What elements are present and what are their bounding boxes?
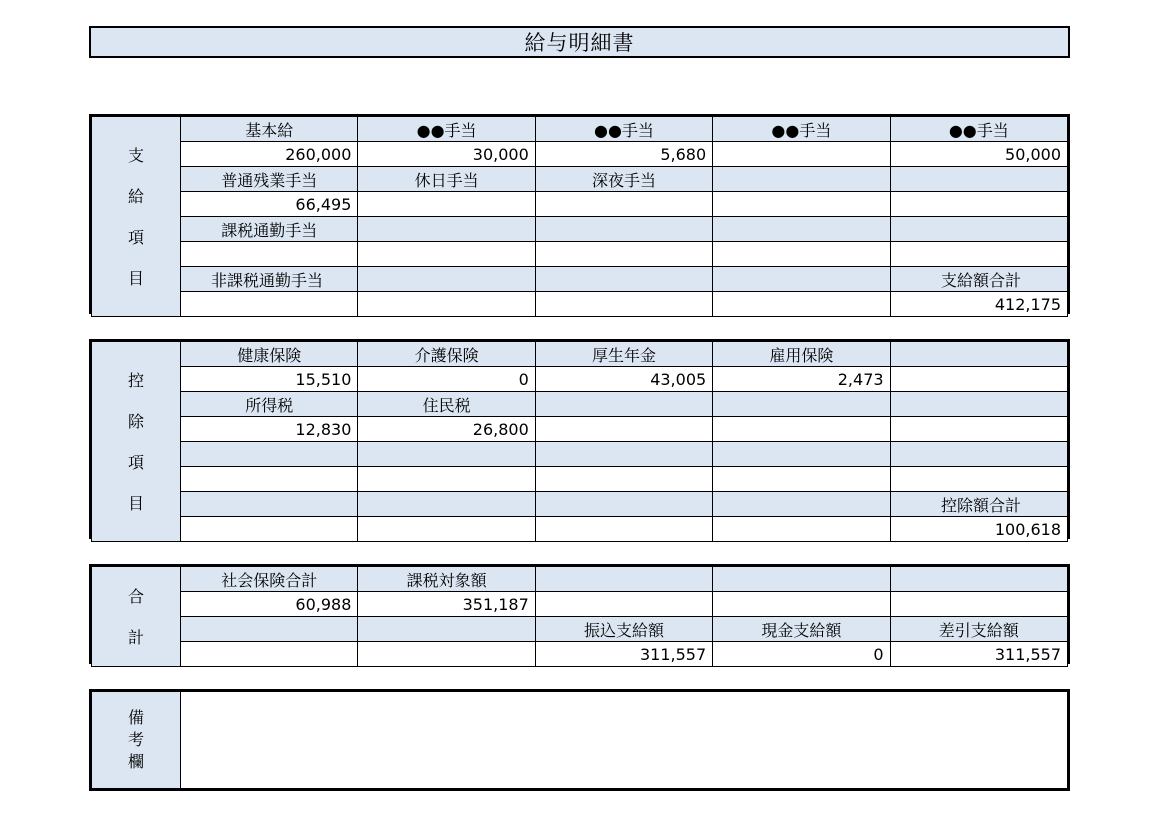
deductions-section xyxy=(89,339,1070,539)
item-label: 休日手当 xyxy=(358,167,535,192)
item-value xyxy=(181,242,358,267)
item-value xyxy=(181,467,358,492)
item-label xyxy=(358,492,535,517)
item-label xyxy=(181,617,358,642)
item-value: 260,000 xyxy=(181,142,358,167)
item-value xyxy=(713,142,890,167)
item-label xyxy=(535,267,712,292)
item-label: 厚生年金 xyxy=(535,342,712,367)
item-value: 50,000 xyxy=(890,142,1067,167)
item-label xyxy=(535,217,712,242)
payments-section xyxy=(89,114,1070,314)
item-label xyxy=(890,567,1067,592)
totals-table xyxy=(91,566,1068,667)
item-value xyxy=(713,517,890,542)
item-value xyxy=(181,292,358,317)
item-label: 普通残業手当 xyxy=(181,167,358,192)
item-value xyxy=(535,292,712,317)
item-label xyxy=(713,442,890,467)
item-value xyxy=(358,292,535,317)
remarks-table xyxy=(91,691,1068,789)
item-value: 60,988 xyxy=(181,592,358,617)
item-label xyxy=(358,617,535,642)
item-value xyxy=(358,242,535,267)
item-value: 43,005 xyxy=(535,367,712,392)
remarks-section xyxy=(89,689,1070,791)
item-label: 非課税通勤手当 xyxy=(181,267,358,292)
totals-section xyxy=(89,564,1070,664)
item-value xyxy=(535,192,712,217)
item-value xyxy=(535,592,712,617)
remarks-content[interactable] xyxy=(181,692,1068,789)
transfer-pay-value: 311,557 xyxy=(535,642,712,667)
item-value xyxy=(890,192,1067,217)
item-value xyxy=(358,192,535,217)
payment-total-label: 支給額合計 xyxy=(890,267,1067,292)
item-value xyxy=(535,467,712,492)
item-value xyxy=(358,467,535,492)
item-label xyxy=(358,267,535,292)
item-label xyxy=(890,442,1067,467)
item-label xyxy=(358,442,535,467)
item-label xyxy=(535,567,712,592)
item-label xyxy=(181,442,358,467)
item-value: 12,830 xyxy=(181,417,358,442)
item-value: 2,473 xyxy=(713,367,890,392)
item-value xyxy=(535,417,712,442)
payments-table xyxy=(91,116,1068,317)
item-value: 66,495 xyxy=(181,192,358,217)
item-value xyxy=(890,467,1067,492)
payment-total-value: 412,175 xyxy=(890,292,1067,317)
item-label xyxy=(713,492,890,517)
item-value xyxy=(535,242,712,267)
item-label: 住民税 xyxy=(358,392,535,417)
item-label xyxy=(890,392,1067,417)
item-value xyxy=(890,367,1067,392)
remarks-side-label: 備 考 欄 xyxy=(92,692,181,789)
item-label: ●●手当 xyxy=(358,117,535,142)
item-value xyxy=(713,242,890,267)
item-label: 介護保険 xyxy=(358,342,535,367)
item-label: 課税対象額 xyxy=(358,567,535,592)
net-pay-value: 311,557 xyxy=(890,642,1067,667)
item-value xyxy=(535,517,712,542)
item-label: 所得税 xyxy=(181,392,358,417)
item-value: 5,680 xyxy=(535,142,712,167)
item-value: 30,000 xyxy=(358,142,535,167)
item-value xyxy=(713,292,890,317)
item-label xyxy=(535,392,712,417)
item-label xyxy=(358,217,535,242)
item-label: 基本給 xyxy=(181,117,358,142)
item-value xyxy=(890,592,1067,617)
item-value xyxy=(713,417,890,442)
item-label xyxy=(713,217,890,242)
item-value xyxy=(713,592,890,617)
deduction-total-label: 控除額合計 xyxy=(890,492,1067,517)
item-label xyxy=(713,167,890,192)
item-label: 健康保険 xyxy=(181,342,358,367)
deductions-side-label: 控 除 項 目 xyxy=(92,342,181,542)
item-label xyxy=(713,267,890,292)
item-label xyxy=(535,492,712,517)
cash-pay-label: 現金支給額 xyxy=(713,617,890,642)
item-value: 351,187 xyxy=(358,592,535,617)
deductions-table xyxy=(91,341,1068,542)
item-value xyxy=(181,517,358,542)
item-label: ●●手当 xyxy=(890,117,1067,142)
item-label: 課税通勤手当 xyxy=(181,217,358,242)
item-value xyxy=(713,467,890,492)
item-value xyxy=(890,417,1067,442)
item-label xyxy=(890,217,1067,242)
cash-pay-value: 0 xyxy=(713,642,890,667)
item-label xyxy=(890,342,1067,367)
totals-side-label: 合 計 xyxy=(92,567,181,667)
document-title: 給与明細書 xyxy=(89,26,1070,58)
item-label: 社会保険合計 xyxy=(181,567,358,592)
item-label xyxy=(181,492,358,517)
transfer-pay-label: 振込支給額 xyxy=(535,617,712,642)
item-value xyxy=(890,242,1067,267)
item-value xyxy=(181,642,358,667)
payments-side-label: 支 給 項 目 xyxy=(92,117,181,317)
item-label: 深夜手当 xyxy=(535,167,712,192)
deduction-total-value: 100,618 xyxy=(890,517,1067,542)
item-value: 0 xyxy=(358,367,535,392)
item-value: 26,800 xyxy=(358,417,535,442)
item-label: 雇用保険 xyxy=(713,342,890,367)
item-label xyxy=(713,392,890,417)
net-pay-label: 差引支給額 xyxy=(890,617,1067,642)
item-label: ●●手当 xyxy=(713,117,890,142)
item-value: 15,510 xyxy=(181,367,358,392)
item-value xyxy=(358,642,535,667)
item-value xyxy=(713,192,890,217)
item-label xyxy=(890,167,1067,192)
item-label xyxy=(535,442,712,467)
item-value xyxy=(358,517,535,542)
item-label: ●●手当 xyxy=(535,117,712,142)
item-label xyxy=(713,567,890,592)
